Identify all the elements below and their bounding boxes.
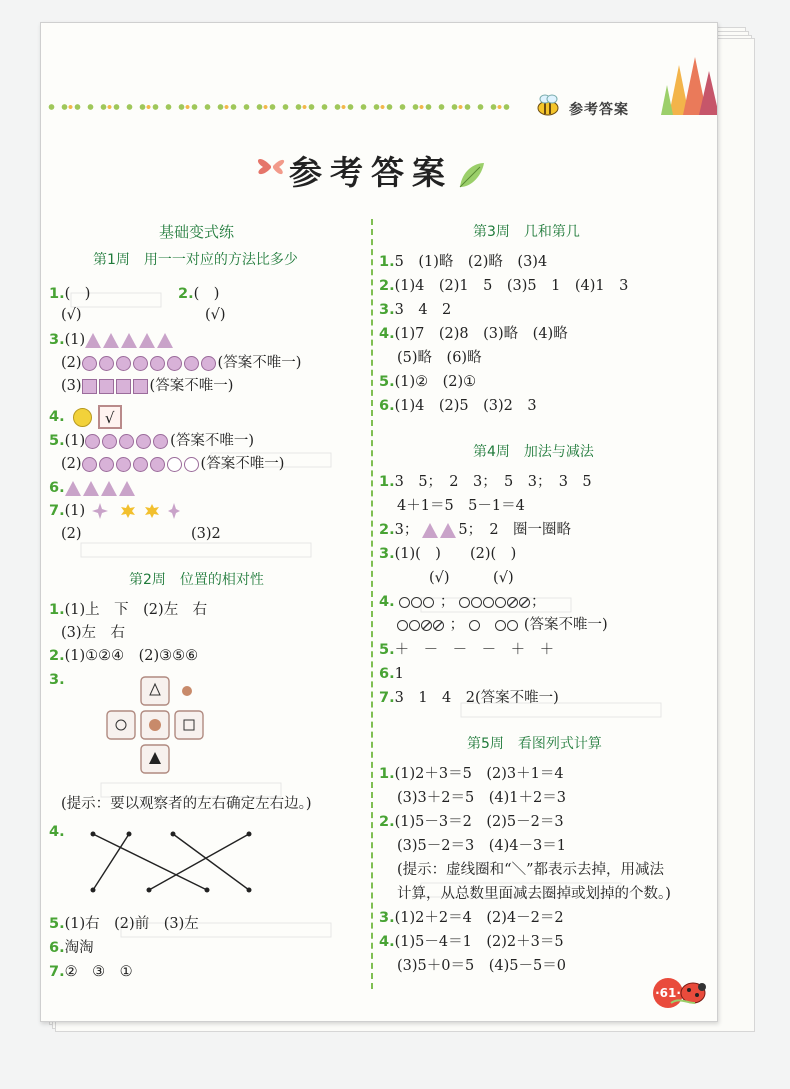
question-number: 6. [379,398,395,414]
small-circle-icon [495,620,506,631]
answer-text: (√) [205,307,226,323]
answer-text: (3)5＋0＝5 (4)5－5＝0 [397,958,566,974]
answer-5-1 [49,432,254,450]
answer-w4-3 [379,545,516,563]
question-number: 7. [379,690,395,706]
crossed-circle-icon [433,620,444,631]
answer-text: 淘淘 [64,940,94,956]
answer-4 [49,405,122,429]
answer-w2-7 [49,963,133,981]
answer-w4-5 [379,641,554,659]
answer-text: (1)2＋3＝5 (2)3＋1＝4 [394,766,564,782]
question-number: 4. [379,934,395,950]
crossed-circle-icon [421,620,432,631]
triangle-icon [65,481,81,496]
answer-text: (3)5－2＝3 (4)4－3＝1 [397,838,566,854]
square-icon [133,379,148,394]
answer-text: (5)略 (6)略 [397,350,482,366]
circle-icon [82,356,97,371]
square-icon [82,379,97,394]
answer-text: (2) [61,526,82,542]
circle-icon [133,457,148,472]
question-number: 3. [49,672,65,688]
question-number: 1. [49,286,65,302]
answer-text: (1)4 (2)5 (3)2 3 [394,398,537,414]
leaf-icon [456,161,486,191]
small-circle-icon [483,597,494,608]
question-number: 6. [49,940,65,956]
answer-w3-3 [379,301,451,319]
cube-net-diagram [101,671,211,781]
circle-icon [136,434,151,449]
small-circle-icon [495,597,506,608]
small-circle-icon [423,597,434,608]
answer-w2-4 [49,823,65,841]
open-circle-icon [184,457,199,472]
triangle-icon [119,481,135,496]
answer-text: (1)①②④ (2)③⑤⑥ [64,648,199,664]
small-circle-icon [469,620,480,631]
answer-w2-3 [49,671,65,689]
answer-w4-4: 4. ； ； [379,594,546,610]
answer-w3-1 [379,253,547,271]
small-circle-icon [397,620,408,631]
question-number: 2. [379,814,395,830]
open-circle-icon [167,457,182,472]
triangle-icon [121,333,137,348]
circle-icon [133,356,148,371]
week5-heading: 第5周 看图列式计算 [467,736,602,752]
answer-text: 5 (1)略 (2)略 (3)4 [394,254,548,270]
question-number: 3. [379,546,395,562]
question-number: 4. [49,824,65,840]
answer-w3-5 [379,373,476,391]
answer-text: (3)3＋2＝5 (4)1＋2＝3 [397,790,566,806]
line-matching-diagram [89,828,259,898]
question-number: 1. [379,254,395,270]
answer-text: 3 4 2 [394,302,452,318]
answer-w5-2 [379,813,564,831]
tree-decoration-icon [661,57,718,117]
crossed-circle-icon [507,597,518,608]
question-number: 6. [49,480,65,496]
question-number: 7. [49,964,65,980]
answer-note: (答案不唯一) [170,433,254,449]
week2-heading: 第2周 位置的相对性 [129,572,264,588]
answer-3-1 [49,331,175,349]
answer-note: (答案不唯一) [217,355,302,371]
answer-w3-4 [379,325,568,343]
answer-text: 3 5； 2 3； 5 3； 3 5 [394,474,592,490]
square-icon [99,379,114,394]
question-number: 3. [379,910,395,926]
answer-6 [49,479,137,497]
answer-text: (1)7 (2)8 (3)略 (4)略 [394,326,568,342]
answer-text: 1 [394,666,404,682]
circle-icon [201,356,216,371]
triangle-icon [440,523,456,538]
answer-w5-3 [379,909,564,927]
question-number: 1. [379,766,395,782]
answer-text: (1)上 下 (2)左 右 [64,602,208,618]
answer-note: (答案不唯一) [149,378,234,394]
header-flower-border [51,102,521,112]
answer-text: (1)右 (2)前 (3)左 [64,916,199,932]
square-icon [116,379,131,394]
answer-w4-7 [379,689,559,707]
answer-w4-4b: ； (答案不唯一) [397,616,608,634]
week3-heading: 第3周 几和第几 [473,224,580,240]
question-number: 6. [379,666,395,682]
check-box-icon: √ [98,405,122,429]
hint-text: 计算，从总数里面减去圈掉或划掉的个数。) [397,886,671,902]
question-number: 5. [379,642,395,658]
answer-2 [178,285,219,303]
answer-text: 3； [394,522,419,538]
circle-icon [184,356,199,371]
column-divider [371,219,373,989]
question-number: 2. [49,648,65,664]
answer-7-1 [49,502,180,520]
answer-5-2 [61,455,284,473]
answer-text: (1) [64,332,86,348]
question-number: 5. [49,916,65,932]
answer-text: ( ) [64,286,91,302]
question-number: 5. [379,374,395,390]
answer-w4-2 [379,521,571,539]
answer-text: (1) [64,503,86,519]
answer-text: (3)左 右 [61,625,126,641]
hint-text: (提示：虚线圈和“＼”都表示去掉，用减法 [397,862,664,878]
question-number: 1. [49,602,65,618]
circle-icon [167,356,182,371]
week4-heading: 第4周 加法与减法 [473,444,594,460]
circle-icon [99,457,114,472]
answer-text: (1)5－3＝2 (2)5－2＝3 [394,814,564,830]
answer-3-3 [61,377,233,395]
question-number: 7. [49,503,65,519]
answer-text: ＋ － － － ＋ ＋ [394,642,555,658]
circle-icon [116,457,131,472]
answer-text: 4＋1＝5 5－1＝4 [397,498,525,514]
answer-w3-2 [379,277,628,295]
answer-text: (1)5－4＝1 (2)2＋3＝5 [394,934,564,950]
circle-icon [102,434,117,449]
triangle-icon [101,481,117,496]
question-number: 3. [379,302,395,318]
answer-text: 3 1 4 2(答案不唯一) [394,690,559,706]
answer-text: ( ) [193,286,220,302]
question-number: 2. [178,286,194,302]
triangle-icon [83,481,99,496]
answer-text: (3)2 [191,526,221,542]
answer-text: (2) [61,355,82,371]
answer-text: 5； 2 圈一圈略 [458,522,572,538]
circle-icon [150,356,165,371]
answer-note: (答案不唯一) [200,456,285,472]
triangle-icon [422,523,438,538]
answer-text: (1)② (2)① [394,374,477,390]
answer-text: (√) [61,307,82,323]
header-label: 参考答案 [569,102,629,118]
answer-text: (√) (√) [429,570,514,586]
small-circle-icon [399,597,410,608]
page-number: ·61· [653,978,683,1008]
answer-text: (1) [64,433,86,449]
triangle-icon [139,333,155,348]
question-number: 2. [379,522,395,538]
circle-icon [99,356,114,371]
answer-note: (答案不唯一) [523,617,608,633]
question-number: 4. [379,594,395,610]
circle-icon [116,356,131,371]
ladybug-icon [669,973,709,1009]
answer-text: (3) [61,378,82,394]
answer-text: ② ③ ① [64,964,133,980]
section-heading: 基础变式练 [159,223,235,241]
answer-w4-1 [379,473,592,491]
circle-icon [119,434,134,449]
triangle-icon [103,333,119,348]
small-circle-icon [411,597,422,608]
question-number: 1. [379,474,395,490]
star-shapes-icon [90,502,180,520]
answer-text: (1)4 (2)1 5 (3)5 1 (4)1 3 [394,278,629,294]
question-number: 5. [49,433,65,449]
answer-w2-1 [49,601,207,619]
triangle-icon [85,333,101,348]
answer-text: (2) [61,456,82,472]
answer-text: (1)2＋2＝4 (2)4－2＝2 [394,910,564,926]
answer-w2-6 [49,939,94,957]
week1-heading: 第1周 用一一对应的方法比多少 [93,252,298,268]
answer-w2-5 [49,915,199,933]
answer-1 [49,285,90,303]
circle-icon [85,434,100,449]
small-circle-icon [471,597,482,608]
answer-w2-2 [49,647,198,665]
question-number: 4. [379,326,395,342]
circle-icon [82,457,97,472]
butterfly-icon [253,151,289,181]
crossed-circle-icon [519,597,530,608]
question-number: 2. [379,278,395,294]
bee-icon [531,93,565,119]
circle-icon [153,434,168,449]
question-number: 3. [49,332,65,348]
yellow-circle-icon [73,408,92,427]
answer-w5-4 [379,933,564,951]
small-circle-icon [409,620,420,631]
hint-text: (提示：要以观察者的左右确定左右边。) [61,796,312,812]
page-title: 参考答案 [289,153,453,192]
answer-3-2 [61,354,301,372]
answer-w4-6 [379,665,404,683]
small-circle-icon [459,597,470,608]
triangle-icon [157,333,173,348]
answer-w3-6 [379,397,537,415]
circle-icon [150,457,165,472]
small-circle-icon [507,620,518,631]
answer-w5-1 [379,765,564,783]
answer-text: (1)( ) (2)( ) [394,546,517,562]
question-number: 4. [49,409,65,425]
answer-page [40,22,718,1022]
